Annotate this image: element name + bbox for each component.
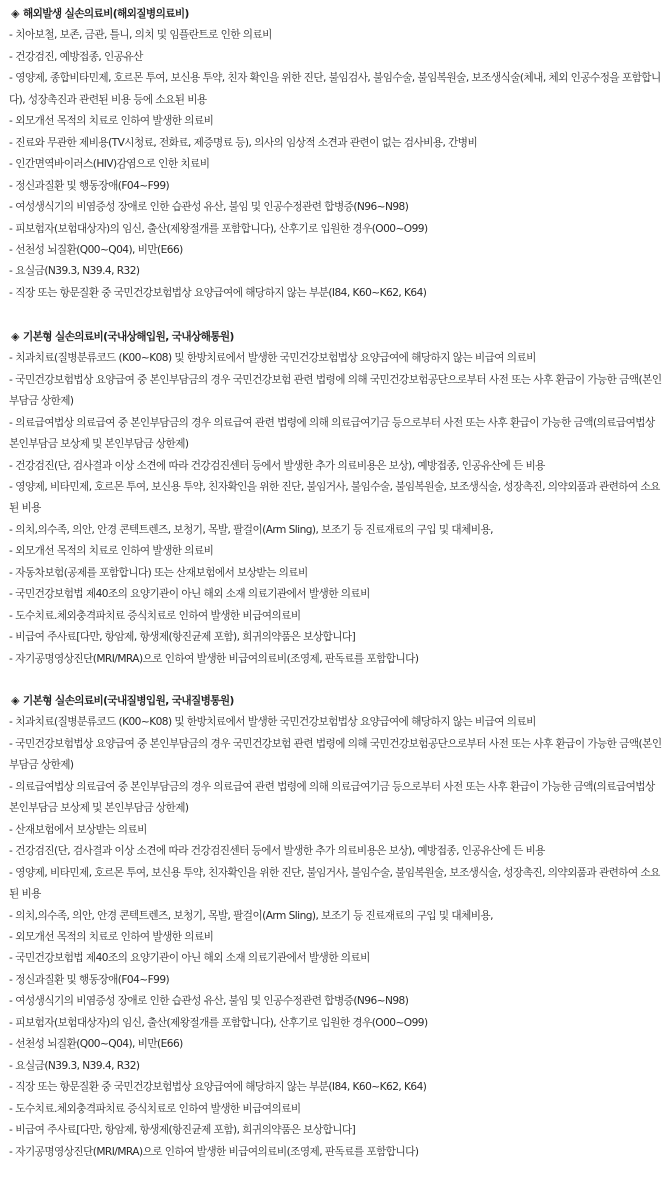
diamond-bullet-icon: ◈ — [11, 329, 19, 343]
section-title-text: 기본형 실손의료비(국내질병입원, 국내질병통원) — [23, 695, 234, 708]
list-item: - 요실금(N39.3, N39.4, R32) — [9, 265, 140, 278]
list-item: - 정신과질환 및 행동장애(F04~F99) — [9, 973, 170, 986]
list-item: - 진료와 무관한 제비용(TV시청료, 전화료, 제증명료 등), 의사의 임상적 소견과 관련이 없는 검사비용, 간병비 — [9, 136, 478, 149]
list-item: - 건강검진(단, 검사결과 이상 소견에 따라 건강검진센터 등에서 발생한 추가 의료비용은 보상), 예방접종, 인공유산에 든 비용 — [9, 845, 545, 858]
section-domestic-injury — [9, 326, 662, 670]
list-item: - 건강검진, 예방접종, 인공유산 — [9, 50, 143, 63]
list-item: - 선천성 뇌질환(Q00~Q04), 비만(E66) — [9, 243, 183, 256]
list-item: - 외모개선 목적의 치료로 인하여 발생한 의료비 — [9, 115, 214, 128]
list-item: - 의치,의수족, 의안, 안경 콘텍트렌즈, 보청기, 목발, 팔걸이(Arm Sling), 보조기 등 진료재료의 구입 및 대체비용, — [9, 909, 493, 922]
section-title — [9, 690, 662, 712]
list-item: - 요실금(N39.3, N39.4, R32) — [9, 1059, 140, 1072]
section-title — [9, 326, 662, 348]
list-item: - 직장 또는 항문질환 중 국민건강보험법상 요양급여에 해당하지 않는 부분(I84, K60~K62, K64) — [9, 286, 427, 299]
list-item: - 건강검진(단, 검사결과 이상 소견에 따라 건강검진센터 등에서 발생한 추가 의료비용은 보상), 예방접종, 인공유산에 든 비용 — [9, 459, 545, 472]
section-spacer — [9, 670, 662, 690]
list-item: - 국민건강보험법상 요양급여 중 본인부담금의 경우 국민건강보험 관련 법령에 의해 국민건강보험공단으로부터 사전 또는 사후 환급이 가능한 금액(본인부담금 상한제) — [9, 373, 662, 408]
section-title-text: 기본형 실손의료비(국내상해입원, 국내상해통원) — [23, 330, 234, 343]
diamond-bullet-icon: ◈ — [11, 7, 19, 20]
list-item: - 자기공명영상진단(MRI/MRA)으로 인하여 발생한 비급여의료비(조영제, 판독료를 포함합니다) — [9, 1145, 419, 1158]
list-item: - 의치,의수족, 의안, 안경 콘텍트렌즈, 보청기, 목발, 팔걸이(Arm Sling), 보조기 등 진료재료의 구입 및 대체비용, — [9, 523, 493, 536]
section-domestic-disease — [9, 690, 662, 1163]
list-item: - 산재보험에서 보상받는 의료비 — [9, 823, 147, 836]
list-item: - 외모개선 목적의 치료로 인하여 발생한 의료비 — [9, 931, 214, 944]
list-item: - 의료급여법상 의료급여 중 본인부담금의 경우 의료급여 관련 법령에 의해 의료급여기금 등으로부터 사전 또는 사후 환급이 가능한 금액(의료급여법상 본인부담금 보상제 및 본인부담금 상한제) — [9, 416, 655, 451]
list-item: - 자기공명영상진단(MRI/MRA)으로 인하여 발생한 비급여의료비(조영제, 판독료를 포함합니다) — [9, 652, 419, 665]
list-item: - 인간면역바이러스(HIV)감염으로 인한 치료비 — [9, 158, 210, 171]
section-title — [9, 3, 662, 25]
list-item: - 국민건강보험법상 요양급여 중 본인부담금의 경우 국민건강보험 관련 법령에 의해 국민건강보험공단으로부터 사전 또는 사후 환급이 가능한 금액(본인부담금 상한제) — [9, 737, 662, 772]
list-item: - 외모개선 목적의 치료로 인하여 발생한 의료비 — [9, 545, 214, 558]
section-spacer — [9, 304, 662, 325]
list-item: - 국민건강보험법 제40조의 요양기관이 아닌 해외 소재 의료기관에서 발생한 의료비 — [9, 952, 370, 965]
section-overseas — [9, 3, 662, 304]
list-item: - 여성생식기의 비염증성 장애로 인한 습관성 유산, 불임 및 인공수정관련 합병증(N96~N98) — [9, 995, 409, 1008]
list-item: - 정신과질환 및 행동장애(F04~F99) — [9, 179, 170, 192]
list-item: - 영양제, 종합비타민제, 호르몬 투여, 보신용 투약, 친자 확인을 위한 진단, 불임검사, 불임수술, 불임복원술, 보조생식술(체내, 체외 인공수정을 포함합니다), 성장촉진과 관련된 비용 등에 소요된 비용 — [9, 72, 661, 106]
list-item: - 치아보철, 보존, 금관, 틀니, 의치 및 임플란트로 인한 의료비 — [9, 29, 272, 42]
list-item: - 직장 또는 항문질환 중 국민건강보험법상 요양급여에 해당하지 않는 부분(I84, K60~K62, K64) — [9, 1081, 427, 1094]
list-item: - 국민건강보험법 제40조의 요양기관이 아닌 해외 소재 의료기관에서 발생한 의료비 — [9, 588, 370, 601]
list-item: - 자동차보험(공제를 포함합니다) 또는 산재보험에서 보상받는 의료비 — [9, 566, 308, 579]
list-item: - 선천성 뇌질환(Q00~Q04), 비만(E66) — [9, 1038, 183, 1051]
diamond-bullet-icon: ◈ — [11, 694, 19, 708]
list-item: - 비급여 주사료[다만, 항암제, 항생제(항진균제 포함), 희귀의약품은 보상합니다] — [9, 631, 356, 644]
list-item: - 비급여 주사료[다만, 항암제, 항생제(항진균제 포함), 희귀의약품은 보상합니다] — [9, 1124, 356, 1137]
list-item: - 치과치료(질병분류코드 (K00~K08) 및 한방치료에서 발생한 국민건강보험법상 요양급여에 해당하지 않는 비급여 의료비 — [9, 352, 536, 365]
list-item: - 치과치료(질병분류코드 (K00~K08) 및 한방치료에서 발생한 국민건강보험법상 요양급여에 해당하지 않는 비급여 의료비 — [9, 716, 536, 729]
list-item: - 영양제, 비타민제, 호르몬 투여, 보신용 투약, 친자확인을 위한 진단, 불임거사, 불임수술, 불임복원술, 보조생식술, 성장촉진, 의약외품과 관련하여 소요된 비용 — [9, 866, 660, 901]
list-item: - 도수치료.체외충격파치료 증식치료로 인하여 발생한 비급여의료비 — [9, 609, 301, 622]
list-item: - 영양제, 비타민제, 호르몬 투여, 보신용 투약, 친자확인을 위한 진단, 불임거사, 불임수술, 불임복원술, 보조생식술, 성장촉진, 의약외품과 관련하여 소요된 비용 — [9, 480, 660, 515]
list-item: - 피보험자(보험대상자)의 임신, 출산(제왕절개를 포함합니다), 산후기로 입원한 경우(O00~O99) — [9, 1016, 428, 1029]
list-item: - 여성생식기의 비염증성 장애로 인한 습관성 유산, 불임 및 인공수정관련 합병증(N96~N98) — [9, 201, 409, 214]
list-item: - 피보험자(보험대상자)의 임신, 출산(제왕절개를 포함합니다), 산후기로 입원한 경우(O00~O99) — [9, 222, 428, 235]
list-item: - 도수치료.체외충격파치료 증식치료로 인하여 발생한 비급여의료비 — [9, 1102, 301, 1115]
section-title-text: 해외발생 실손의료비(해외질병의료비) — [23, 8, 189, 20]
list-item: - 의료급여법상 의료급여 중 본인부담금의 경우 의료급여 관련 법령에 의해 의료급여기금 등으로부터 사전 또는 사후 환급이 가능한 금액(의료급여법상 본인부담금 보상제 및 본인부담금 상한제) — [9, 780, 655, 815]
